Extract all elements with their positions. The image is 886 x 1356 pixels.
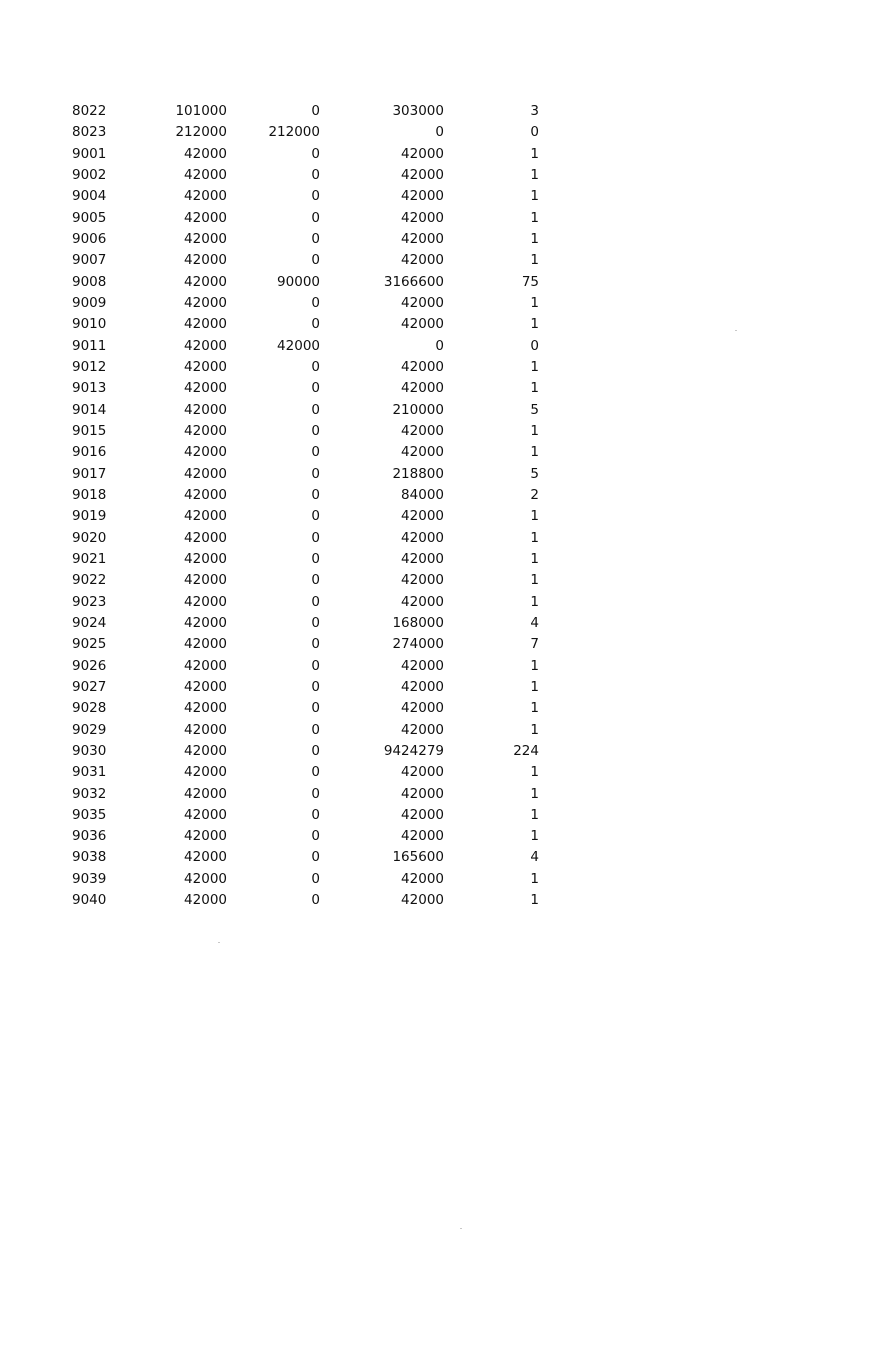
value-b-cell: 0 xyxy=(311,230,320,247)
count-cell: 1 xyxy=(530,358,539,375)
value-a-cell: 42000 xyxy=(184,273,227,290)
table-row xyxy=(0,357,886,378)
value-c-cell: 210000 xyxy=(392,401,444,418)
count-cell: 224 xyxy=(513,742,539,759)
row-id-cell: 9006 xyxy=(72,230,107,247)
value-a-cell: 42000 xyxy=(184,742,227,759)
value-b-cell: 0 xyxy=(311,486,320,503)
table-row xyxy=(0,634,886,655)
row-id-cell: 9004 xyxy=(72,188,107,205)
value-a-cell: 42000 xyxy=(184,614,227,631)
value-a-cell: 42000 xyxy=(184,764,227,781)
value-b-cell: 0 xyxy=(311,785,320,802)
row-id-cell: 9010 xyxy=(72,316,107,333)
table-row xyxy=(0,144,886,165)
value-c-cell: 165600 xyxy=(392,849,444,866)
value-b-cell: 0 xyxy=(311,444,320,461)
table-row xyxy=(0,826,886,847)
row-id-cell: 9025 xyxy=(72,636,107,653)
table-row xyxy=(0,165,886,186)
row-id-cell: 9029 xyxy=(72,721,107,738)
count-cell: 1 xyxy=(530,785,539,802)
value-c-cell: 42000 xyxy=(401,230,444,247)
value-a-cell: 42000 xyxy=(184,209,227,226)
row-id-cell: 9040 xyxy=(72,892,107,909)
table-row xyxy=(0,122,886,143)
value-b-cell: 0 xyxy=(311,188,320,205)
count-cell: 1 xyxy=(530,508,539,525)
value-c-cell: 42000 xyxy=(401,892,444,909)
value-b-cell: 0 xyxy=(311,401,320,418)
table-row xyxy=(0,570,886,591)
row-id-cell: 9017 xyxy=(72,465,107,482)
row-id-cell: 9023 xyxy=(72,593,107,610)
count-cell: 5 xyxy=(530,465,539,482)
value-a-cell: 42000 xyxy=(184,465,227,482)
value-c-cell: 42000 xyxy=(401,380,444,397)
table-row xyxy=(0,378,886,399)
value-b-cell: 0 xyxy=(311,550,320,567)
table-row xyxy=(0,336,886,357)
count-cell: 1 xyxy=(530,230,539,247)
table-row xyxy=(0,784,886,805)
value-a-cell: 42000 xyxy=(184,700,227,717)
value-a-cell: 42000 xyxy=(184,401,227,418)
count-cell: 1 xyxy=(530,209,539,226)
table-row xyxy=(0,272,886,293)
table-row xyxy=(0,847,886,868)
value-b-cell: 0 xyxy=(311,294,320,311)
value-b-cell: 0 xyxy=(311,465,320,482)
value-c-cell: 42000 xyxy=(401,657,444,674)
value-b-cell: 0 xyxy=(311,358,320,375)
row-id-cell: 9007 xyxy=(72,252,107,269)
row-id-cell: 9020 xyxy=(72,529,107,546)
value-a-cell: 42000 xyxy=(184,636,227,653)
count-cell: 1 xyxy=(530,700,539,717)
row-id-cell: 9012 xyxy=(72,358,107,375)
value-c-cell: 42000 xyxy=(401,316,444,333)
value-b-cell: 0 xyxy=(311,209,320,226)
row-id-cell: 9002 xyxy=(72,166,107,183)
value-a-cell: 42000 xyxy=(184,593,227,610)
table-row xyxy=(0,656,886,677)
value-b-cell: 0 xyxy=(311,678,320,695)
count-cell: 1 xyxy=(530,252,539,269)
value-b-cell: 0 xyxy=(311,380,320,397)
value-c-cell: 42000 xyxy=(401,700,444,717)
table-row xyxy=(0,442,886,463)
value-b-cell: 0 xyxy=(311,593,320,610)
count-cell: 3 xyxy=(530,103,539,119)
value-b-cell: 0 xyxy=(311,252,320,269)
value-c-cell: 42000 xyxy=(401,358,444,375)
value-b-cell: 0 xyxy=(311,870,320,887)
count-cell: 1 xyxy=(530,422,539,439)
value-c-cell: 42000 xyxy=(401,422,444,439)
row-id-cell: 9014 xyxy=(72,401,107,418)
row-id-cell: 9009 xyxy=(72,294,107,311)
value-c-cell: 42000 xyxy=(401,806,444,823)
value-b-cell: 0 xyxy=(311,166,320,183)
value-a-cell: 42000 xyxy=(184,294,227,311)
table-row xyxy=(0,293,886,314)
count-cell: 1 xyxy=(530,593,539,610)
count-cell: 1 xyxy=(530,188,539,205)
value-c-cell: 42000 xyxy=(401,166,444,183)
row-id-cell: 8022 xyxy=(72,103,107,119)
count-cell: 4 xyxy=(530,849,539,866)
value-c-cell: 42000 xyxy=(401,593,444,610)
table-row xyxy=(0,869,886,890)
table-row xyxy=(0,101,886,122)
row-id-cell: 9015 xyxy=(72,422,107,439)
value-b-cell: 0 xyxy=(311,614,320,631)
row-id-cell: 9005 xyxy=(72,209,107,226)
scan-speck xyxy=(218,942,220,943)
row-id-cell: 9018 xyxy=(72,486,107,503)
row-id-cell: 9021 xyxy=(72,550,107,567)
value-b-cell: 0 xyxy=(311,145,320,162)
value-b-cell: 0 xyxy=(311,316,320,333)
row-id-cell: 9001 xyxy=(72,145,107,162)
count-cell: 1 xyxy=(530,294,539,311)
row-id-cell: 9036 xyxy=(72,828,107,845)
value-b-cell: 0 xyxy=(311,103,320,119)
row-id-cell: 9035 xyxy=(72,806,107,823)
value-a-cell: 42000 xyxy=(184,166,227,183)
count-cell: 1 xyxy=(530,892,539,909)
value-a-cell: 42000 xyxy=(184,828,227,845)
row-id-cell: 9031 xyxy=(72,764,107,781)
data-table xyxy=(0,101,886,911)
value-c-cell: 42000 xyxy=(401,572,444,589)
scan-speck xyxy=(735,330,737,331)
table-row xyxy=(0,720,886,741)
value-b-cell: 0 xyxy=(311,806,320,823)
value-a-cell: 42000 xyxy=(184,657,227,674)
value-a-cell: 42000 xyxy=(184,252,227,269)
value-a-cell: 42000 xyxy=(184,678,227,695)
value-c-cell: 42000 xyxy=(401,828,444,845)
value-c-cell: 9424279 xyxy=(383,742,444,759)
count-cell: 1 xyxy=(530,764,539,781)
value-a-cell: 42000 xyxy=(184,230,227,247)
value-c-cell: 42000 xyxy=(401,294,444,311)
value-a-cell: 42000 xyxy=(184,145,227,162)
row-id-cell: 9008 xyxy=(72,273,107,290)
count-cell: 1 xyxy=(530,550,539,567)
value-b-cell: 0 xyxy=(311,892,320,909)
table-row xyxy=(0,229,886,250)
table-row xyxy=(0,890,886,911)
table-row xyxy=(0,421,886,442)
value-a-cell: 42000 xyxy=(184,380,227,397)
value-a-cell: 42000 xyxy=(184,316,227,333)
table-row xyxy=(0,698,886,719)
value-a-cell: 42000 xyxy=(184,444,227,461)
count-cell: 5 xyxy=(530,401,539,418)
count-cell: 1 xyxy=(530,828,539,845)
count-cell: 1 xyxy=(530,870,539,887)
table-row xyxy=(0,506,886,527)
count-cell: 1 xyxy=(530,529,539,546)
row-id-cell: 8023 xyxy=(72,124,107,141)
value-c-cell: 42000 xyxy=(401,508,444,525)
table-row xyxy=(0,741,886,762)
scan-speck xyxy=(460,1228,462,1229)
value-a-cell: 101000 xyxy=(175,103,227,119)
count-cell: 75 xyxy=(521,273,539,290)
value-b-cell: 212000 xyxy=(268,124,320,141)
value-a-cell: 42000 xyxy=(184,721,227,738)
value-b-cell: 0 xyxy=(311,636,320,653)
value-c-cell: 42000 xyxy=(401,145,444,162)
table-row xyxy=(0,250,886,271)
table-row xyxy=(0,400,886,421)
value-b-cell: 0 xyxy=(311,764,320,781)
value-b-cell: 0 xyxy=(311,529,320,546)
value-c-cell: 42000 xyxy=(401,209,444,226)
row-id-cell: 9038 xyxy=(72,849,107,866)
table-row xyxy=(0,528,886,549)
value-a-cell: 42000 xyxy=(184,870,227,887)
value-a-cell: 42000 xyxy=(184,508,227,525)
value-a-cell: 42000 xyxy=(184,529,227,546)
value-b-cell: 0 xyxy=(311,721,320,738)
count-cell: 4 xyxy=(530,614,539,631)
value-b-cell: 90000 xyxy=(277,273,320,290)
value-a-cell: 42000 xyxy=(184,188,227,205)
value-b-cell: 0 xyxy=(311,657,320,674)
value-c-cell: 42000 xyxy=(401,252,444,269)
value-a-cell: 42000 xyxy=(184,806,227,823)
value-b-cell: 42000 xyxy=(277,337,320,354)
count-cell: 1 xyxy=(530,145,539,162)
row-id-cell: 9032 xyxy=(72,785,107,802)
count-cell: 1 xyxy=(530,806,539,823)
value-c-cell: 274000 xyxy=(392,636,444,653)
count-cell: 1 xyxy=(530,721,539,738)
table-row xyxy=(0,613,886,634)
count-cell: 1 xyxy=(530,380,539,397)
value-a-cell: 42000 xyxy=(184,337,227,354)
value-c-cell: 168000 xyxy=(392,614,444,631)
value-c-cell: 42000 xyxy=(401,529,444,546)
count-cell: 1 xyxy=(530,657,539,674)
value-b-cell: 0 xyxy=(311,742,320,759)
row-id-cell: 9039 xyxy=(72,870,107,887)
value-b-cell: 0 xyxy=(311,572,320,589)
table-row xyxy=(0,592,886,613)
row-id-cell: 9030 xyxy=(72,742,107,759)
row-id-cell: 9011 xyxy=(72,337,107,354)
value-a-cell: 42000 xyxy=(184,358,227,375)
table-row xyxy=(0,464,886,485)
value-a-cell: 42000 xyxy=(184,892,227,909)
value-a-cell: 42000 xyxy=(184,422,227,439)
value-a-cell: 42000 xyxy=(184,572,227,589)
row-id-cell: 9026 xyxy=(72,657,107,674)
table-row xyxy=(0,485,886,506)
value-c-cell: 42000 xyxy=(401,678,444,695)
count-cell: 2 xyxy=(530,486,539,503)
table-row xyxy=(0,762,886,783)
value-c-cell: 42000 xyxy=(401,550,444,567)
count-cell: 0 xyxy=(530,124,539,141)
row-id-cell: 9022 xyxy=(72,572,107,589)
row-id-cell: 9013 xyxy=(72,380,107,397)
value-c-cell: 84000 xyxy=(401,486,444,503)
value-b-cell: 0 xyxy=(311,508,320,525)
value-b-cell: 0 xyxy=(311,828,320,845)
count-cell: 7 xyxy=(530,636,539,653)
value-a-cell: 42000 xyxy=(184,550,227,567)
count-cell: 1 xyxy=(530,572,539,589)
value-c-cell: 42000 xyxy=(401,721,444,738)
table-row xyxy=(0,677,886,698)
value-b-cell: 0 xyxy=(311,849,320,866)
value-a-cell: 42000 xyxy=(184,486,227,503)
table-row xyxy=(0,314,886,335)
row-id-cell: 9024 xyxy=(72,614,107,631)
count-cell: 1 xyxy=(530,316,539,333)
row-id-cell: 9019 xyxy=(72,508,107,525)
row-id-cell: 9016 xyxy=(72,444,107,461)
table-row xyxy=(0,805,886,826)
row-id-cell: 9028 xyxy=(72,700,107,717)
count-cell: 1 xyxy=(530,444,539,461)
value-c-cell: 42000 xyxy=(401,764,444,781)
value-a-cell: 42000 xyxy=(184,785,227,802)
value-c-cell: 42000 xyxy=(401,188,444,205)
count-cell: 1 xyxy=(530,166,539,183)
table-row xyxy=(0,549,886,570)
value-b-cell: 0 xyxy=(311,422,320,439)
value-a-cell: 212000 xyxy=(175,124,227,141)
value-c-cell: 218800 xyxy=(392,465,444,482)
count-cell: 0 xyxy=(530,337,539,354)
value-c-cell: 42000 xyxy=(401,870,444,887)
value-c-cell: 0 xyxy=(435,124,444,141)
count-cell: 1 xyxy=(530,678,539,695)
value-c-cell: 42000 xyxy=(401,785,444,802)
value-b-cell: 0 xyxy=(311,700,320,717)
value-c-cell: 42000 xyxy=(401,444,444,461)
value-c-cell: 3166600 xyxy=(383,273,444,290)
table-row xyxy=(0,186,886,207)
row-id-cell: 9027 xyxy=(72,678,107,695)
value-c-cell: 303000 xyxy=(392,103,444,119)
value-a-cell: 42000 xyxy=(184,849,227,866)
table-row xyxy=(0,208,886,229)
value-c-cell: 0 xyxy=(435,337,444,354)
